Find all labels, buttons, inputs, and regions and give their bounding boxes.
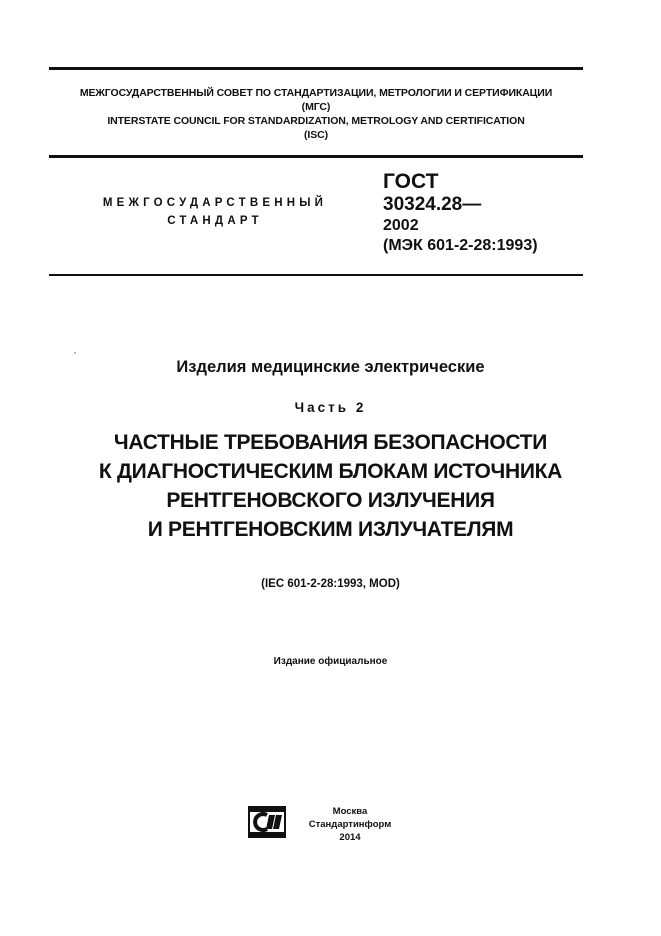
gost-equivalent: (МЭК 601-2-28:1993) (383, 237, 538, 254)
publisher-city: Москва (332, 806, 368, 817)
main-title (0, 428, 661, 544)
main-title-line: К ДИАГНОСТИЧЕСКИМ БЛОКАМ ИСТОЧНИКА (98, 460, 563, 483)
standard-type-label (80, 194, 350, 230)
council-name-ru: МЕЖГОСУДАРСТВЕННЫЙ СОВЕТ ПО СТАНДАРТИЗАЦИИ, МЕТРОЛОГИИ И СЕРТИФИКАЦИИ (79, 87, 553, 99)
main-title-line: И РЕНТГЕНОВСКИМ ИЗЛУЧАТЕЛЯМ (147, 518, 514, 541)
main-title-line: ЧАСТНЫЕ ТРЕБОВАНИЯ БЕЗОПАСНОСТИ (113, 431, 548, 454)
publisher-year: 2014 (339, 832, 361, 843)
publisher-name: Стандартинформ (308, 819, 392, 830)
top-divider (49, 67, 583, 70)
bottom-divider (49, 274, 583, 276)
middle-divider (49, 155, 583, 158)
standartinform-logo-icon (248, 806, 286, 838)
edition-note: Издание официальное (273, 656, 388, 667)
gost-designation (383, 170, 538, 256)
scan-mark (74, 352, 76, 354)
gost-label: ГОСТ (383, 170, 439, 193)
gost-number: 30324.28— (383, 194, 482, 215)
council-abbr-en: (ISC) (304, 129, 328, 141)
standard-type-line2: СТАНДАРТ (167, 215, 263, 227)
product-title: Изделия медицинские электрические (176, 358, 485, 376)
main-title-line: РЕНТГЕНОВСКОГО ИЗЛУЧЕНИЯ (166, 489, 495, 512)
council-name-en: INTERSTATE COUNCIL FOR STANDARDIZATION, METROLOGY AND CERTIFICATION (107, 115, 525, 127)
gost-year: 2002 (383, 217, 419, 234)
council-abbr-ru: (МГС) (301, 101, 331, 113)
council-header (49, 86, 583, 142)
standard-type-line1: МЕЖГОСУДАРСТВЕННЫЙ (102, 197, 328, 209)
part-label: Часть 2 (294, 400, 367, 415)
publisher-info (300, 805, 400, 844)
iec-reference: (IEC 601-2-28:1993, MOD) (261, 578, 400, 590)
